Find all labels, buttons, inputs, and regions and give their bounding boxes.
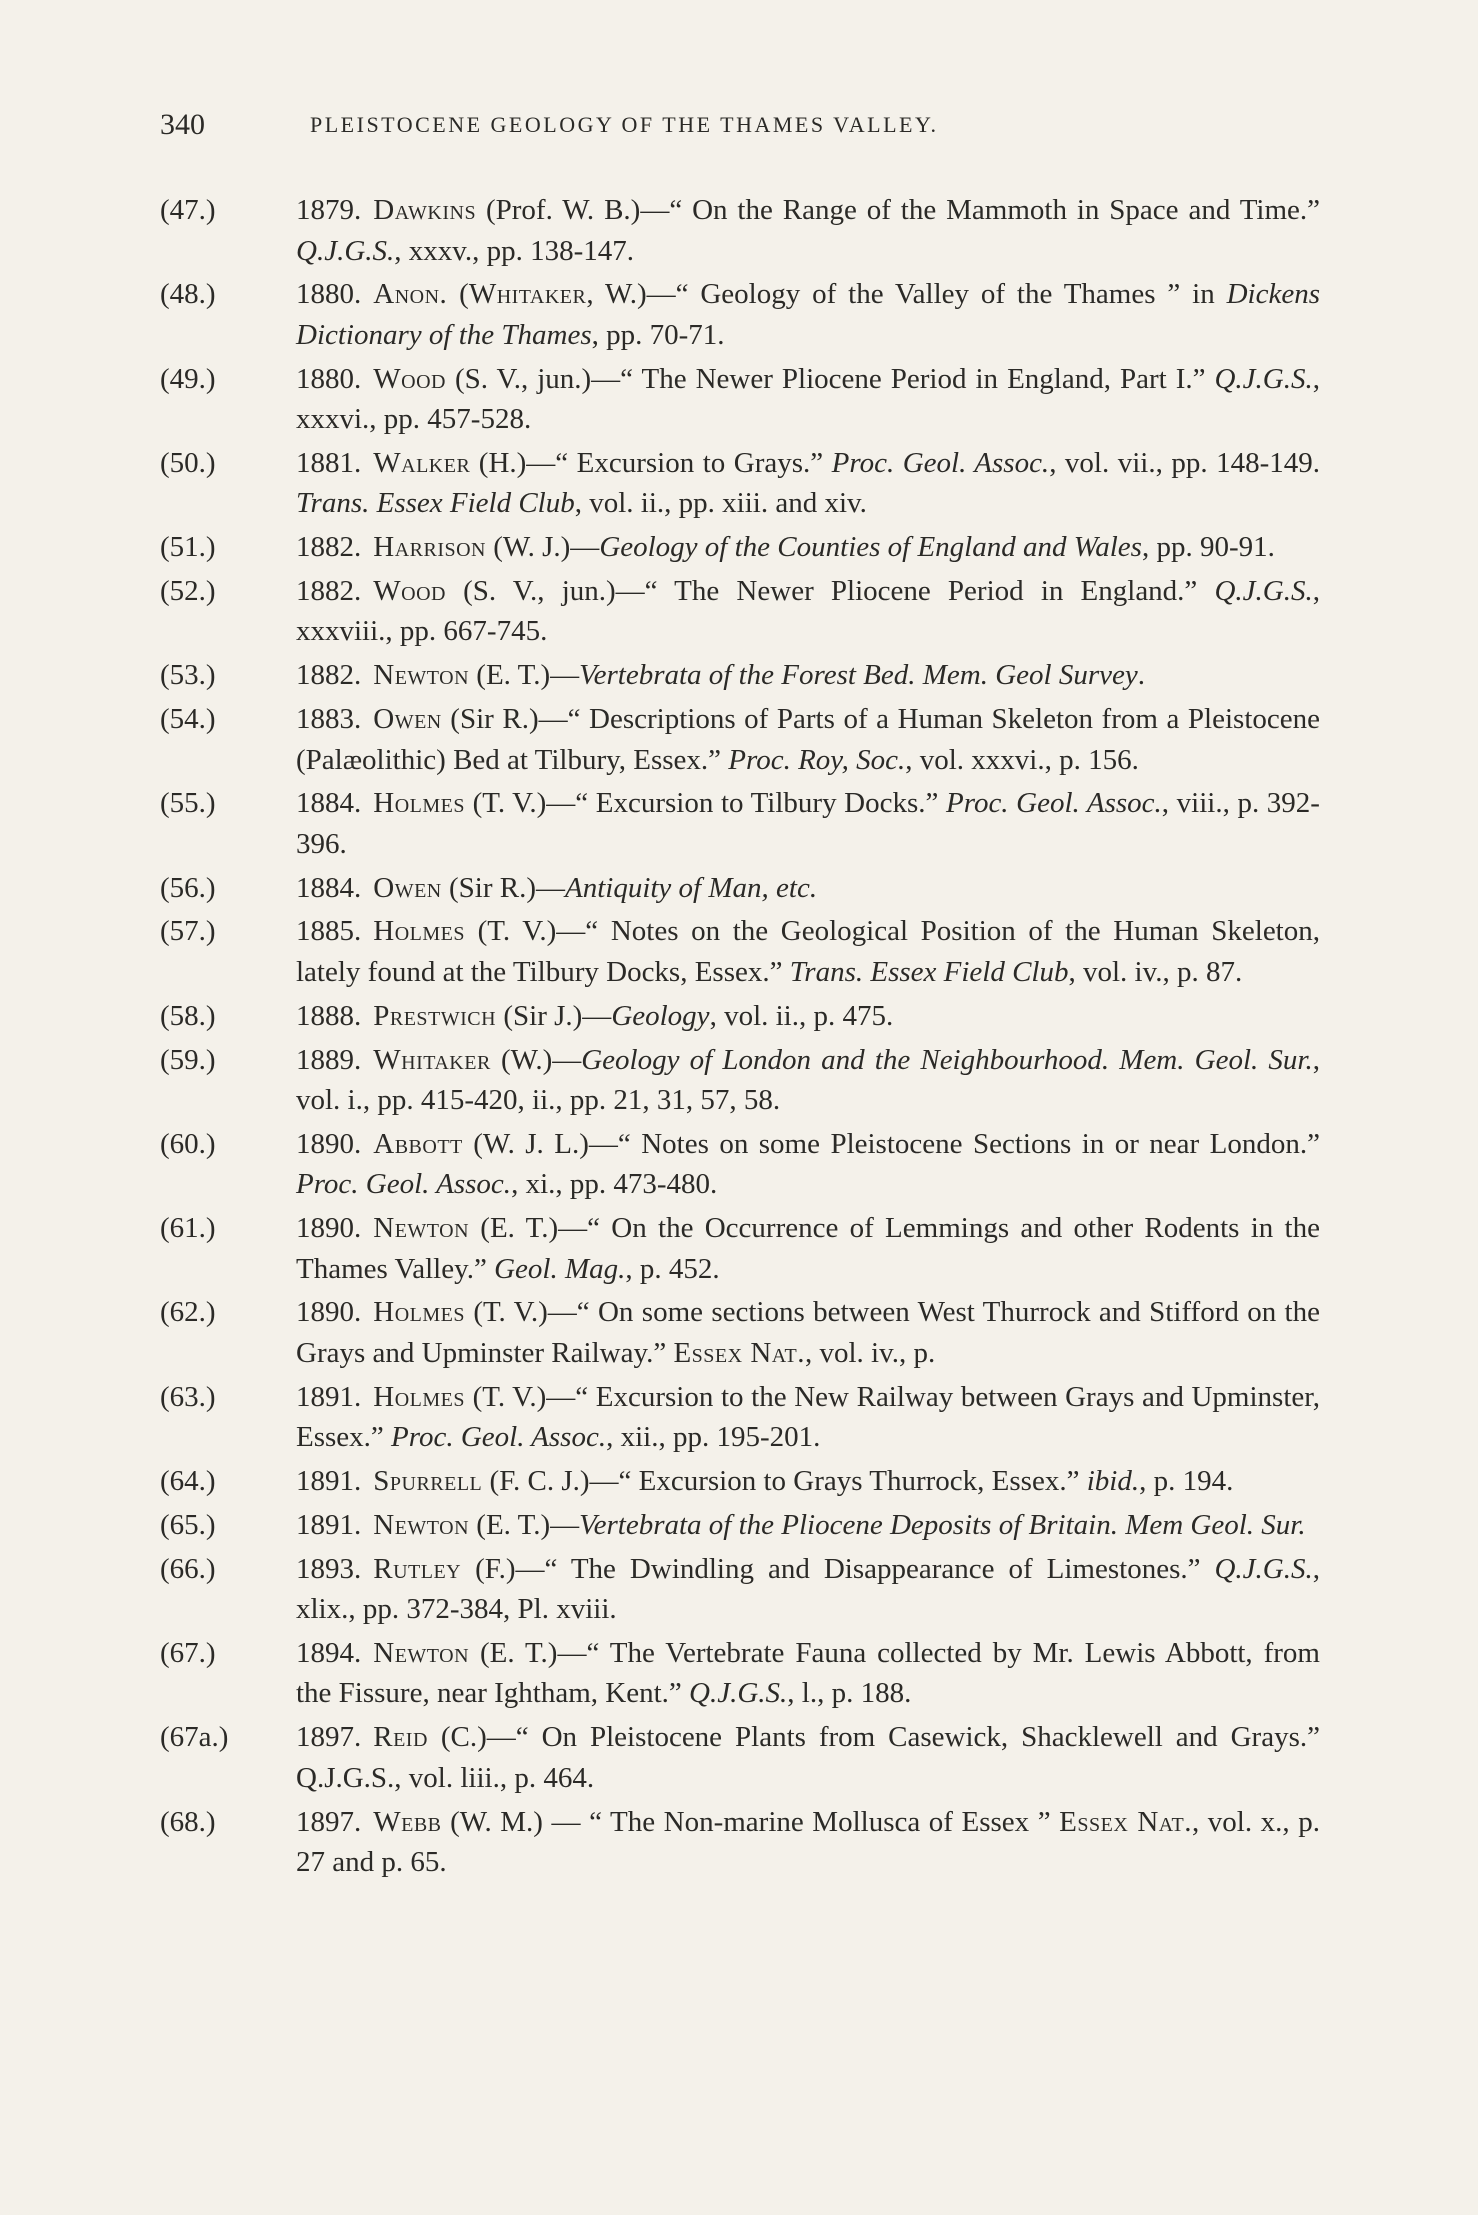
reference-number: (63.) xyxy=(160,1380,216,1413)
reference-author: Wood xyxy=(373,362,446,395)
reference-author: Abbott xyxy=(373,1127,463,1160)
reference-year: 1888. xyxy=(296,999,362,1032)
reference-year: 1882. xyxy=(296,531,362,564)
reference-entry xyxy=(160,1461,1320,1502)
reference-number: (52.) xyxy=(160,574,216,607)
reference-text: (E. T.)— xyxy=(469,659,580,692)
reference-year: 1897. xyxy=(296,1721,362,1754)
reference-author: Newton xyxy=(373,1508,470,1541)
reference-text: (Sir R.)— xyxy=(441,871,565,904)
reference-author: Owen xyxy=(373,871,442,904)
reference-number: (60.) xyxy=(160,1127,216,1160)
reference-year: 1879. xyxy=(296,194,362,226)
reference-text: (W.)— xyxy=(490,1043,582,1076)
reference-author-secondary: Whitaker xyxy=(468,278,587,311)
reference-author: Webb xyxy=(373,1805,442,1838)
reference-text: (Sir R.)—“ Descriptions of Parts of a Human Skeleton from a Pleistocene (Palæolithic) Bed at Tilbury, Essex.” xyxy=(296,703,1320,776)
reference-citation: , pp. 70-71. xyxy=(591,318,725,351)
reference-title-italic: Proc. Roy, Soc. xyxy=(728,743,906,776)
reference-author: Walker xyxy=(373,446,471,479)
reference-text: (T. V.)—“ Excursion to the New Railway between Grays and Upminster, Essex.” xyxy=(296,1380,1320,1454)
reference-number: (62.) xyxy=(160,1296,216,1329)
reference-title-italic: Geol. Mag. xyxy=(494,1252,626,1285)
reference-author: Newton xyxy=(373,1636,470,1669)
reference-number: (68.) xyxy=(160,1805,216,1838)
reference-author: Spurrell xyxy=(373,1465,483,1498)
reference-number: (51.) xyxy=(160,531,216,564)
reference-number: (50.) xyxy=(160,446,216,479)
reference-number: (47.) xyxy=(160,194,216,226)
reference-number: (56.) xyxy=(160,871,216,904)
reference-entry xyxy=(160,1549,1320,1630)
reference-citation: , vol. ii., p. 475. xyxy=(709,999,894,1032)
reference-title-italic: Geology of the Counties of England and Wales xyxy=(599,531,1142,564)
reference-number: (58.) xyxy=(160,999,216,1032)
reference-text: (Prof. W. B.)—“ On the Range of the Mammoth in Space and Time.” xyxy=(476,194,1320,226)
reference-title-italic: Proc. Geol. Assoc. xyxy=(831,446,1050,479)
reference-title-italic: Proc. Geol. Assoc. xyxy=(946,787,1162,820)
reference-citation: , xxxvi., pp. 457-528. xyxy=(296,362,1320,436)
reference-citation: , vol. iv., p. 87. xyxy=(1068,955,1243,988)
reference-entry xyxy=(160,1633,1320,1714)
reference-entry xyxy=(160,1802,1320,1883)
reference-entry xyxy=(160,1717,1320,1798)
reference-title-italic: Geology of London and the Neighbourhood. Mem. Geol. Sur. xyxy=(581,1043,1313,1076)
reference-title-italic: Q.J.G.S. xyxy=(1214,362,1313,395)
reference-citation: , xi., pp. 473-480. xyxy=(511,1168,718,1201)
reference-year: 1894. xyxy=(296,1636,362,1669)
reference-number: (67a.) xyxy=(160,1721,229,1754)
reference-author: Holmes xyxy=(373,915,465,948)
reference-text: (C.)—“ On Pleistocene Plants from Casewick, Shacklewell and Grays.” Q.J.G.S., vol. liii., p. 464. xyxy=(296,1721,1320,1794)
reference-number: (59.) xyxy=(160,1043,216,1076)
reference-text: (F.)—“ The Dwindling and Disappearance of Limestones.” xyxy=(461,1552,1215,1585)
reference-entry xyxy=(160,1040,1320,1121)
reference-entry xyxy=(160,1124,1320,1205)
reference-year: 1890. xyxy=(296,1127,362,1160)
page-header xyxy=(160,108,1320,154)
reference-citation: , vol. vii., pp. 148-149. xyxy=(1049,446,1320,479)
reference-text: (S. V., jun.)—“ The Newer Pliocene Period in England, Part I.” xyxy=(445,362,1215,395)
reference-number: (57.) xyxy=(160,915,216,948)
reference-text: (T. V.)—“ On some sections between West Thurrock and Stifford on the Grays and Upminster Railway.” xyxy=(296,1296,1320,1369)
reference-text: ( xyxy=(447,278,469,311)
reference-year: 1891. xyxy=(296,1465,362,1498)
reference-entry xyxy=(160,655,1320,696)
reference-title-italic: Vertebrata of the Pliocene Deposits of Britain. Mem Geol. Sur. xyxy=(579,1508,1306,1541)
reference-author: Holmes xyxy=(373,787,465,820)
reference-entry xyxy=(160,1377,1320,1458)
reference-citation: , p. 194. xyxy=(1139,1465,1234,1498)
reference-number: (53.) xyxy=(160,659,216,692)
reference-year: 1881. xyxy=(296,446,362,479)
reference-year: 1897. xyxy=(296,1805,362,1838)
reference-text: (T. V.)—“ Notes on the Geological Position of the Human Skeleton, lately found at the Tilbury Docks, Essex.” xyxy=(296,915,1320,988)
reference-title-italic: Q.J.G.S. xyxy=(1214,574,1313,607)
reference-citation-secondary: , vol. ii., pp. xiii. and xiv. xyxy=(574,487,867,520)
reference-citation: , xxxv., pp. 138-147. xyxy=(394,234,635,267)
reference-title-italic: Proc. Geol. Assoc. xyxy=(296,1168,512,1201)
reference-number: (64.) xyxy=(160,1465,216,1498)
reference-number: (61.) xyxy=(160,1212,216,1245)
reference-author: Reid xyxy=(373,1721,428,1754)
reference-text-secondary: , vol. iv., p. xyxy=(804,1336,936,1369)
reference-number: (55.) xyxy=(160,787,216,820)
reference-number: (54.) xyxy=(160,703,216,736)
reference-entry xyxy=(160,359,1320,440)
reference-citation: , xxxviii., pp. 667-745. xyxy=(296,574,1320,648)
reference-text: (W. J.)— xyxy=(486,531,600,564)
reference-author-secondary: Essex Nat. xyxy=(1059,1805,1192,1838)
reference-text: (F. C. J.)—“ Excursion to Grays Thurrock, Essex.” xyxy=(482,1465,1087,1498)
reference-text: (H.)—“ Excursion to Grays.” xyxy=(470,446,832,479)
reference-title-italic: Dickens Dictionary of the Thames xyxy=(296,278,1320,351)
reference-entry xyxy=(160,783,1320,864)
reference-entry xyxy=(160,190,1320,271)
reference-author: Dawkins xyxy=(373,194,477,226)
reference-title-italic: Proc. Geol. Assoc. xyxy=(391,1421,607,1454)
reference-list xyxy=(160,190,1320,1886)
reference-citation: , vol. xxxvi., p. 156. xyxy=(905,743,1139,776)
reference-entry xyxy=(160,1505,1320,1546)
reference-year: 1889. xyxy=(296,1043,362,1076)
reference-year: 1882. xyxy=(296,659,362,692)
reference-year: 1890. xyxy=(296,1296,362,1329)
reference-entry xyxy=(160,1292,1320,1373)
reference-author: Prestwich xyxy=(373,999,497,1032)
reference-year: 1883. xyxy=(296,703,362,736)
reference-entry xyxy=(160,443,1320,524)
reference-author: Whitaker xyxy=(373,1043,491,1076)
reference-citation: , viii., p. 392-396. xyxy=(296,787,1320,860)
reference-text: (W. J. L.)—“ Notes on some Pleistocene Sections in or near London.” xyxy=(462,1127,1320,1160)
reference-title-italic: Q.J.G.S. xyxy=(1214,1552,1313,1585)
reference-text: (S. V., jun.)—“ The Newer Pliocene Period in England.” xyxy=(445,574,1215,607)
running-title: PLEISTOCENE GEOLOGY OF THE THAMES VALLEY. xyxy=(310,112,939,137)
page-number: 340 xyxy=(160,108,205,141)
reference-year: 1891. xyxy=(296,1508,362,1541)
reference-citation: , xlix., pp. 372-384, Pl. xviii. xyxy=(296,1552,1320,1626)
reference-entry xyxy=(160,571,1320,652)
reference-author-secondary: Essex Nat. xyxy=(673,1336,805,1369)
reference-number: (66.) xyxy=(160,1552,216,1585)
reference-text: (E. T.)—“ On the Occurrence of Lemmings and other Rodents in the Thames Valley.” xyxy=(296,1212,1320,1285)
reference-year: 1891. xyxy=(296,1380,362,1413)
reference-text-secondary: , W.)—“ Geology of the Valley of the Thames ” in xyxy=(586,278,1227,311)
reference-citation: , xii., pp. 195-201. xyxy=(606,1421,821,1454)
reference-author: Harrison xyxy=(373,531,486,564)
reference-text: (W. M.) — “ The Non-marine Mollusca of Essex ” xyxy=(441,1805,1060,1838)
reference-text: (T. V.)—“ Excursion to Tilbury Docks.” xyxy=(464,787,947,820)
reference-author: Rutley xyxy=(373,1552,462,1585)
reference-entry xyxy=(160,1208,1320,1289)
reference-year: 1890. xyxy=(296,1212,362,1245)
reference-year: 1880. xyxy=(296,362,362,395)
reference-title-italic: ibid. xyxy=(1086,1465,1140,1498)
reference-year: 1893. xyxy=(296,1552,362,1585)
reference-entry xyxy=(160,699,1320,780)
reference-title-italic: Geology xyxy=(611,999,710,1032)
reference-entry xyxy=(160,527,1320,568)
reference-number: (65.) xyxy=(160,1508,216,1541)
reference-author: Wood xyxy=(373,574,446,607)
reference-year: 1884. xyxy=(296,787,362,820)
reference-year: 1884. xyxy=(296,871,362,904)
reference-year: 1885. xyxy=(296,915,362,948)
reference-text: (Sir J.)— xyxy=(496,999,612,1032)
reference-title-italic: Antiquity of Man, etc. xyxy=(564,871,818,904)
reference-year: 1880. xyxy=(296,278,362,311)
reference-year: 1882. xyxy=(296,574,362,607)
reference-number: (67.) xyxy=(160,1636,216,1669)
reference-text-secondary: , vol. x., p. 27 and p. 65. xyxy=(296,1805,1320,1879)
reference-title-italic: Trans. Essex Field Club xyxy=(789,955,1069,988)
reference-entry xyxy=(160,996,1320,1037)
reference-author: Holmes xyxy=(373,1380,465,1413)
reference-number: (49.) xyxy=(160,362,216,395)
reference-entry xyxy=(160,274,1320,355)
reference-entry xyxy=(160,911,1320,992)
reference-citation: , pp. 90-91. xyxy=(1141,531,1275,564)
reference-title-italic: Q.J.G.S. xyxy=(689,1677,788,1710)
reference-author: Holmes xyxy=(373,1296,465,1329)
reference-author: Owen xyxy=(373,703,442,736)
reference-citation: , vol. i., pp. 415-420, ii., pp. 21, 31, 57, 58. xyxy=(296,1043,1320,1117)
reference-citation: , p. 452. xyxy=(625,1252,720,1285)
reference-text: (E. T.)— xyxy=(469,1508,580,1541)
reference-text: (E. T.)—“ The Vertebrate Fauna collected by Mr. Lewis Abbott, from the Fissure, near Ightham, Kent.” xyxy=(296,1636,1320,1710)
reference-author: Newton xyxy=(373,1212,470,1245)
reference-title-italic: Vertebrata of the Forest Bed. Mem. Geol Survey xyxy=(579,659,1138,692)
reference-citation: , l., p. 188. xyxy=(787,1677,912,1710)
reference-title-italic-secondary: Trans. Essex Field Club xyxy=(296,487,575,520)
reference-author: Anon. xyxy=(373,278,448,311)
reference-number: (48.) xyxy=(160,278,216,311)
reference-title-italic: Q.J.G.S. xyxy=(296,234,395,267)
reference-citation: . xyxy=(1137,659,1145,692)
reference-entry xyxy=(160,868,1320,909)
reference-author: Newton xyxy=(373,659,470,692)
